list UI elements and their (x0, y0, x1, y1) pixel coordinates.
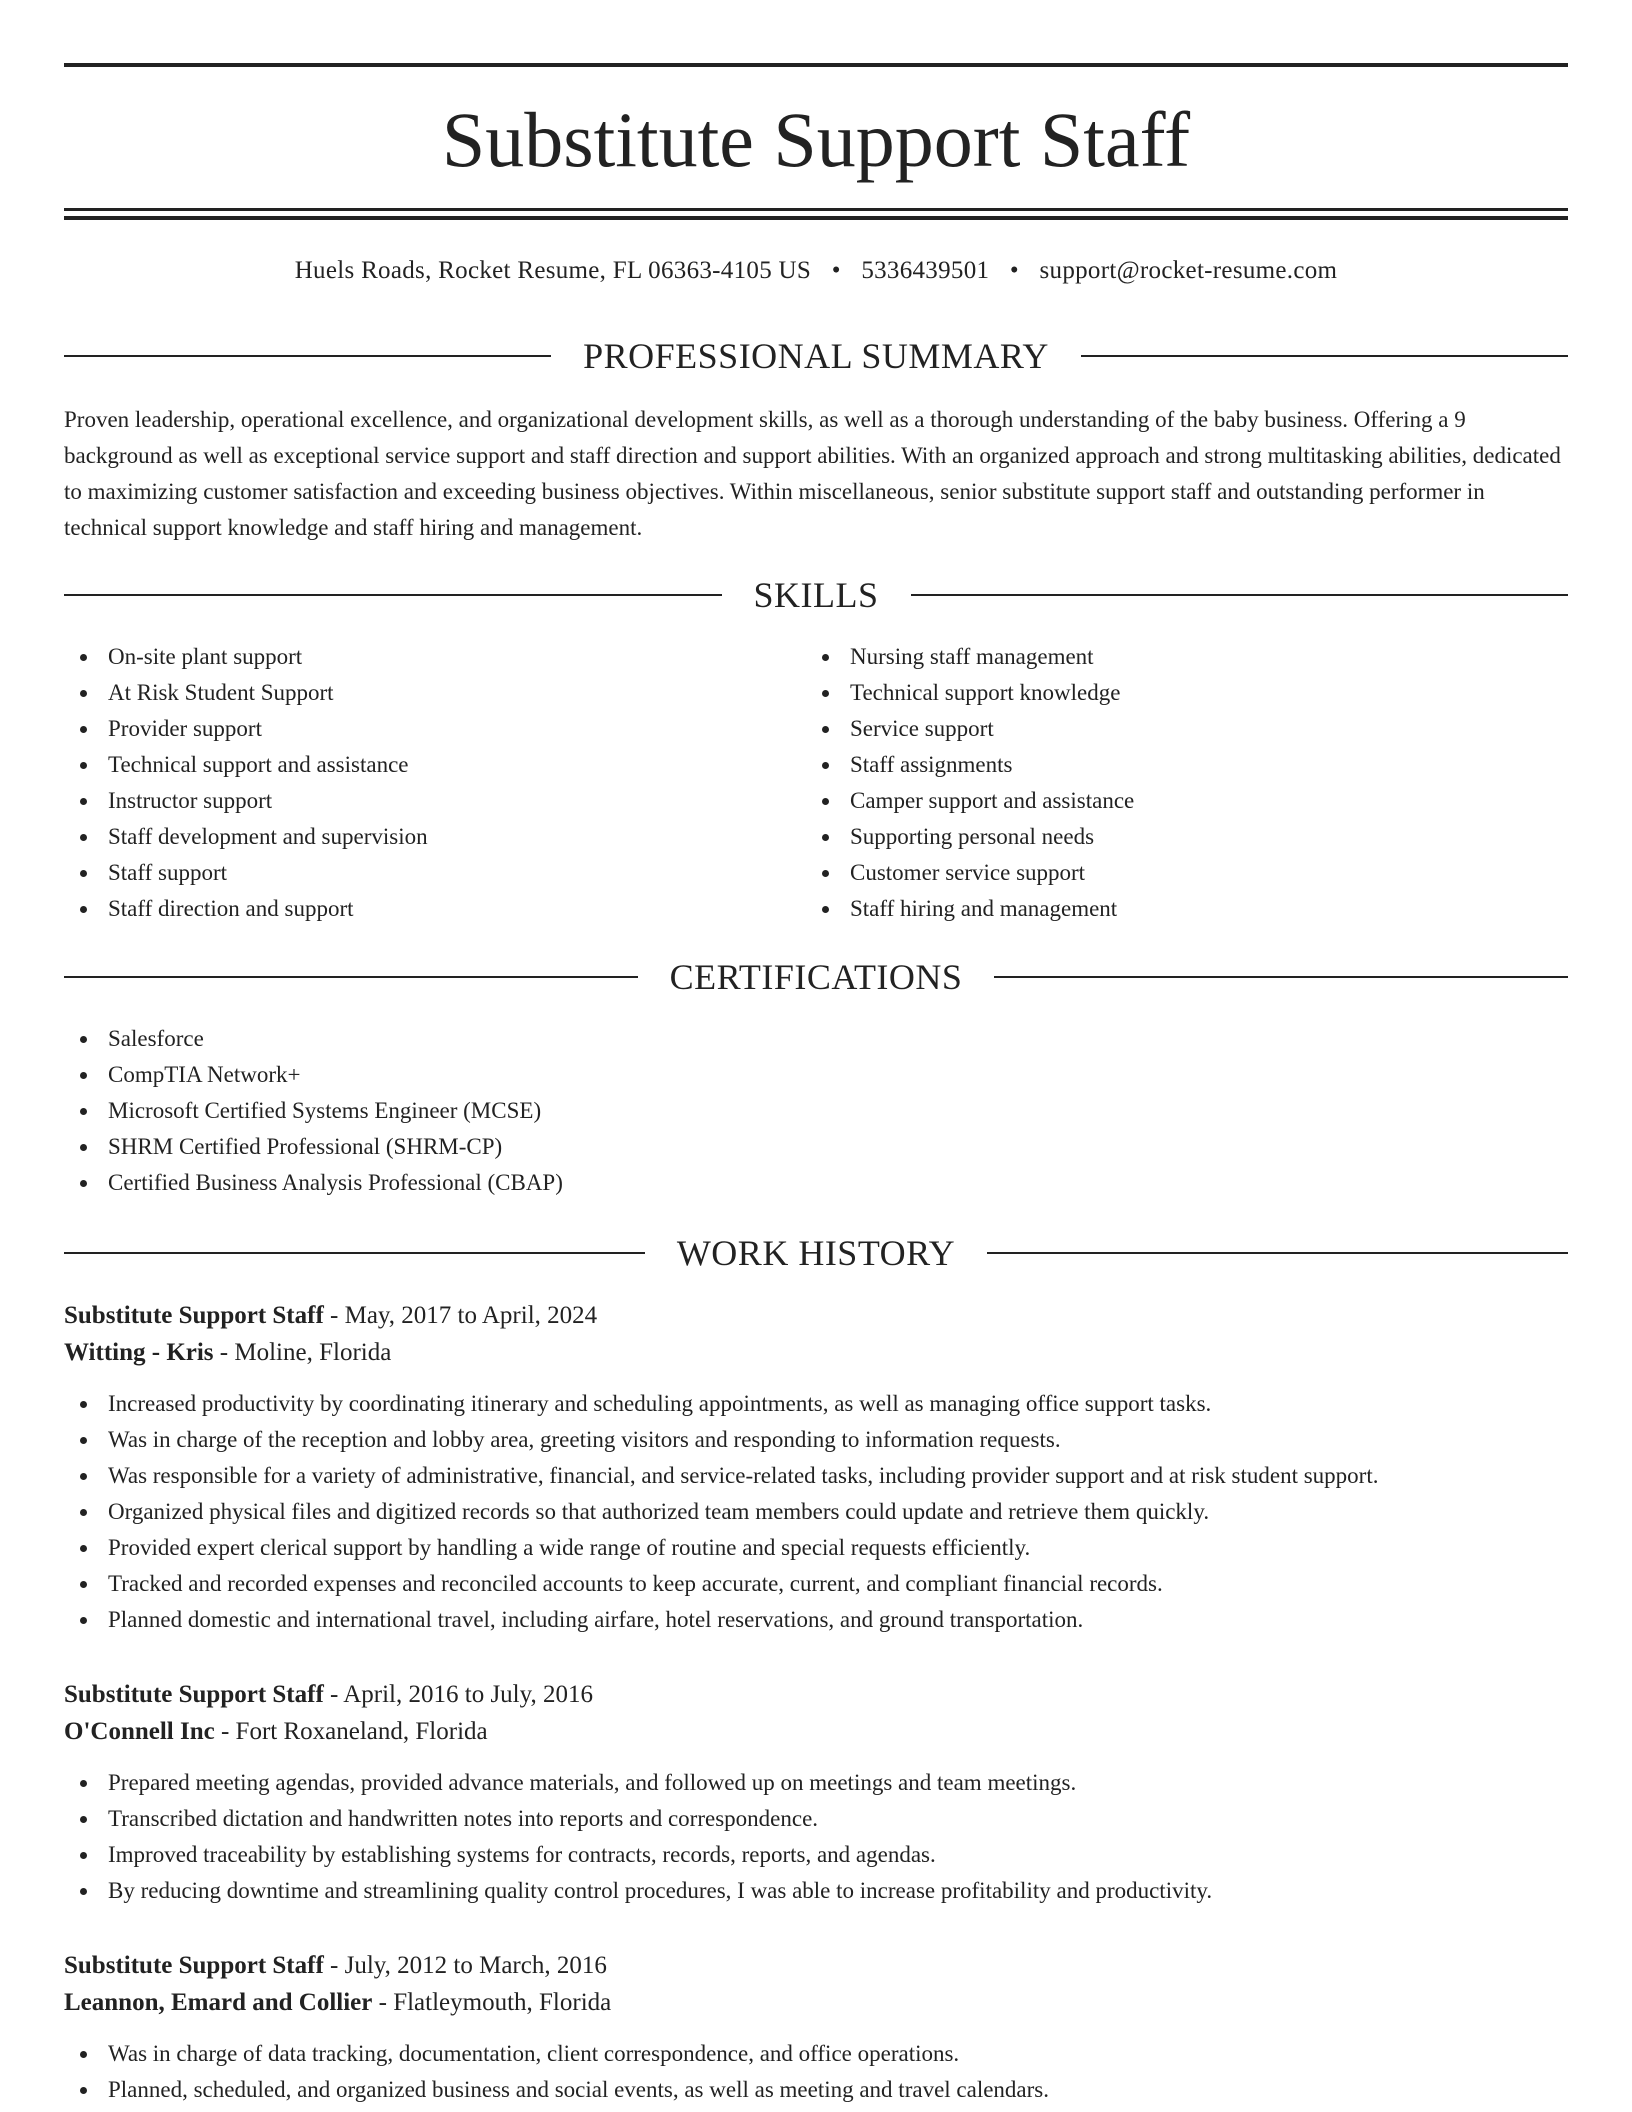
section-title-summary: PROFESSIONAL SUMMARY (583, 336, 1049, 376)
skill-item: Staff assignments (806, 747, 1566, 783)
job-location: - Flatleymouth, Florida (372, 1989, 612, 2016)
skill-item: On-site plant support (64, 639, 804, 675)
top-rule (64, 63, 1568, 67)
job-bullet: Was in charge of data tracking, documentation, client correspondence, and office operations. (64, 2036, 1568, 2072)
skill-item: Staff development and supervision (64, 819, 804, 855)
section-title-work-history: WORK HISTORY (676, 1233, 956, 1273)
job-bullet: Transcribed dictation and handwritten notes into reports and correspondence. (64, 1801, 1568, 1837)
job-title: Substitute Support Staff (64, 1302, 324, 1329)
skill-item: Staff direction and support (64, 891, 804, 927)
skills-list-left (64, 639, 804, 927)
section-rule (64, 355, 551, 357)
section-header-certifications (64, 955, 1568, 999)
job-company-line (64, 1984, 1568, 2022)
job-entry (64, 1677, 1568, 1909)
job-entry (64, 1948, 1568, 2108)
job-bullet: Tracked and recorded expenses and reconciled accounts to keep accurate, current, and compliant financial records. (64, 1566, 1568, 1602)
skill-item: Staff support (64, 855, 804, 891)
section-title-certifications: CERTIFICATIONS (669, 957, 963, 997)
section-header-work-history (64, 1231, 1568, 1275)
job-bullets (64, 2036, 1568, 2108)
section-title-skills: SKILLS (753, 575, 879, 615)
job-bullet: Improved traceability by establishing systems for contracts, records, reports, and agendas. (64, 1837, 1568, 1873)
job-bullets (64, 1765, 1568, 1909)
job-company-line (64, 1713, 1568, 1751)
contact-phone: 5336439501 (861, 257, 990, 284)
skill-item: Technical support knowledge (806, 675, 1566, 711)
skill-item: Nursing staff management (806, 639, 1566, 675)
double-rule (64, 208, 1568, 220)
summary-text: Proven leadership, operational excellence, and organizational development skills, as well as a thorough understanding of the baby business. Offering a 9 background as well as exceptional service support and staff direction and support abilities. With an organized approach and strong multitasking abilities, dedicated to maximizing customer satisfaction and exceeding business objectives. Within miscellaneous, senior substitute support staff and outstanding performer in technical support knowledge and staff hiring and management. (64, 407, 1561, 540)
job-title-line (64, 1948, 1568, 1984)
skill-item: Provider support (64, 711, 804, 747)
skill-item: Customer service support (806, 855, 1566, 891)
skill-item: Instructor support (64, 783, 804, 819)
job-location: - Moline, Florida (213, 1339, 392, 1366)
job-company-line (64, 1334, 1568, 1372)
certification-item: CompTIA Network+ (64, 1057, 1064, 1093)
job-title-line (64, 1298, 1568, 1334)
job-dates: - July, 2012 to March, 2016 (323, 1952, 607, 1979)
contact-address: Huels Roads, Rocket Resume, FL 06363-4105 US (294, 257, 812, 284)
skill-item: Supporting personal needs (806, 819, 1566, 855)
contact-line (64, 254, 1568, 288)
section-header-skills (64, 573, 1568, 617)
section-rule (911, 594, 1569, 596)
job-bullet: Organized physical files and digitized records so that authorized team members could update and retrieve them quickly. (64, 1494, 1568, 1530)
certification-item: Certified Business Analysis Professional (CBAP) (64, 1165, 1064, 1201)
section-rule (64, 594, 722, 596)
skill-item: Technical support and assistance (64, 747, 804, 783)
job-bullet: Prepared meeting agendas, provided advance materials, and followed up on meetings and team meetings. (64, 1765, 1568, 1801)
job-bullet: Planned domestic and international travel, including airfare, hotel reservations, and ground transportation. (64, 1602, 1568, 1638)
job-bullet: Provided expert clerical support by handling a wide range of routine and special requests efficiently. (64, 1530, 1568, 1566)
section-rule (1081, 355, 1568, 357)
job-bullet: By reducing downtime and streamlining quality control procedures, I was able to increase profitability and productivity. (64, 1873, 1568, 1909)
certification-item: Microsoft Certified Systems Engineer (MCSE) (64, 1093, 1064, 1129)
section-rule (987, 1252, 1568, 1254)
job-title: Substitute Support Staff (64, 1681, 324, 1708)
skill-item: Staff hiring and management (806, 891, 1566, 927)
section-header-summary (64, 334, 1568, 378)
job-title-line (64, 1677, 1568, 1713)
skill-item: Camper support and assistance (806, 783, 1566, 819)
job-bullet: Planned, scheduled, and organized business and social events, as well as meeting and travel calendars. (64, 2072, 1568, 2108)
job-dates: - May, 2017 to April, 2024 (323, 1302, 598, 1329)
job-bullet: Was in charge of the reception and lobby area, greeting visitors and responding to information requests. (64, 1422, 1568, 1458)
job-company: Witting - Kris (64, 1339, 214, 1366)
section-rule (64, 976, 638, 978)
job-dates: - April, 2016 to July, 2016 (323, 1681, 593, 1708)
job-bullet: Was responsible for a variety of administrative, financial, and service-related tasks, including provider support and at risk student support. (64, 1458, 1568, 1494)
job-bullet: Increased productivity by coordinating itinerary and scheduling appointments, as well as managing office support tasks. (64, 1386, 1568, 1422)
skill-item: Service support (806, 711, 1566, 747)
section-rule (994, 976, 1568, 978)
resume-name: Substitute Support Staff (441, 96, 1191, 183)
contact-separator: • (831, 257, 841, 284)
job-bullets (64, 1386, 1568, 1638)
contact-separator: • (1009, 257, 1019, 284)
certification-item: SHRM Certified Professional (SHRM-CP) (64, 1129, 1064, 1165)
certification-item: Salesforce (64, 1021, 1064, 1057)
job-company: Leannon, Emard and Collier (64, 1989, 373, 2016)
skills-list-right (806, 639, 1566, 927)
job-location: - Fort Roxaneland, Florida (214, 1718, 488, 1745)
certifications-list (64, 1021, 1064, 1201)
section-rule (64, 1252, 645, 1254)
skill-item: At Risk Student Support (64, 675, 804, 711)
job-company: O'Connell Inc (64, 1718, 215, 1745)
contact-email: support@rocket-resume.com (1039, 257, 1338, 284)
job-title: Substitute Support Staff (64, 1952, 324, 1979)
job-entry (64, 1298, 1568, 1638)
